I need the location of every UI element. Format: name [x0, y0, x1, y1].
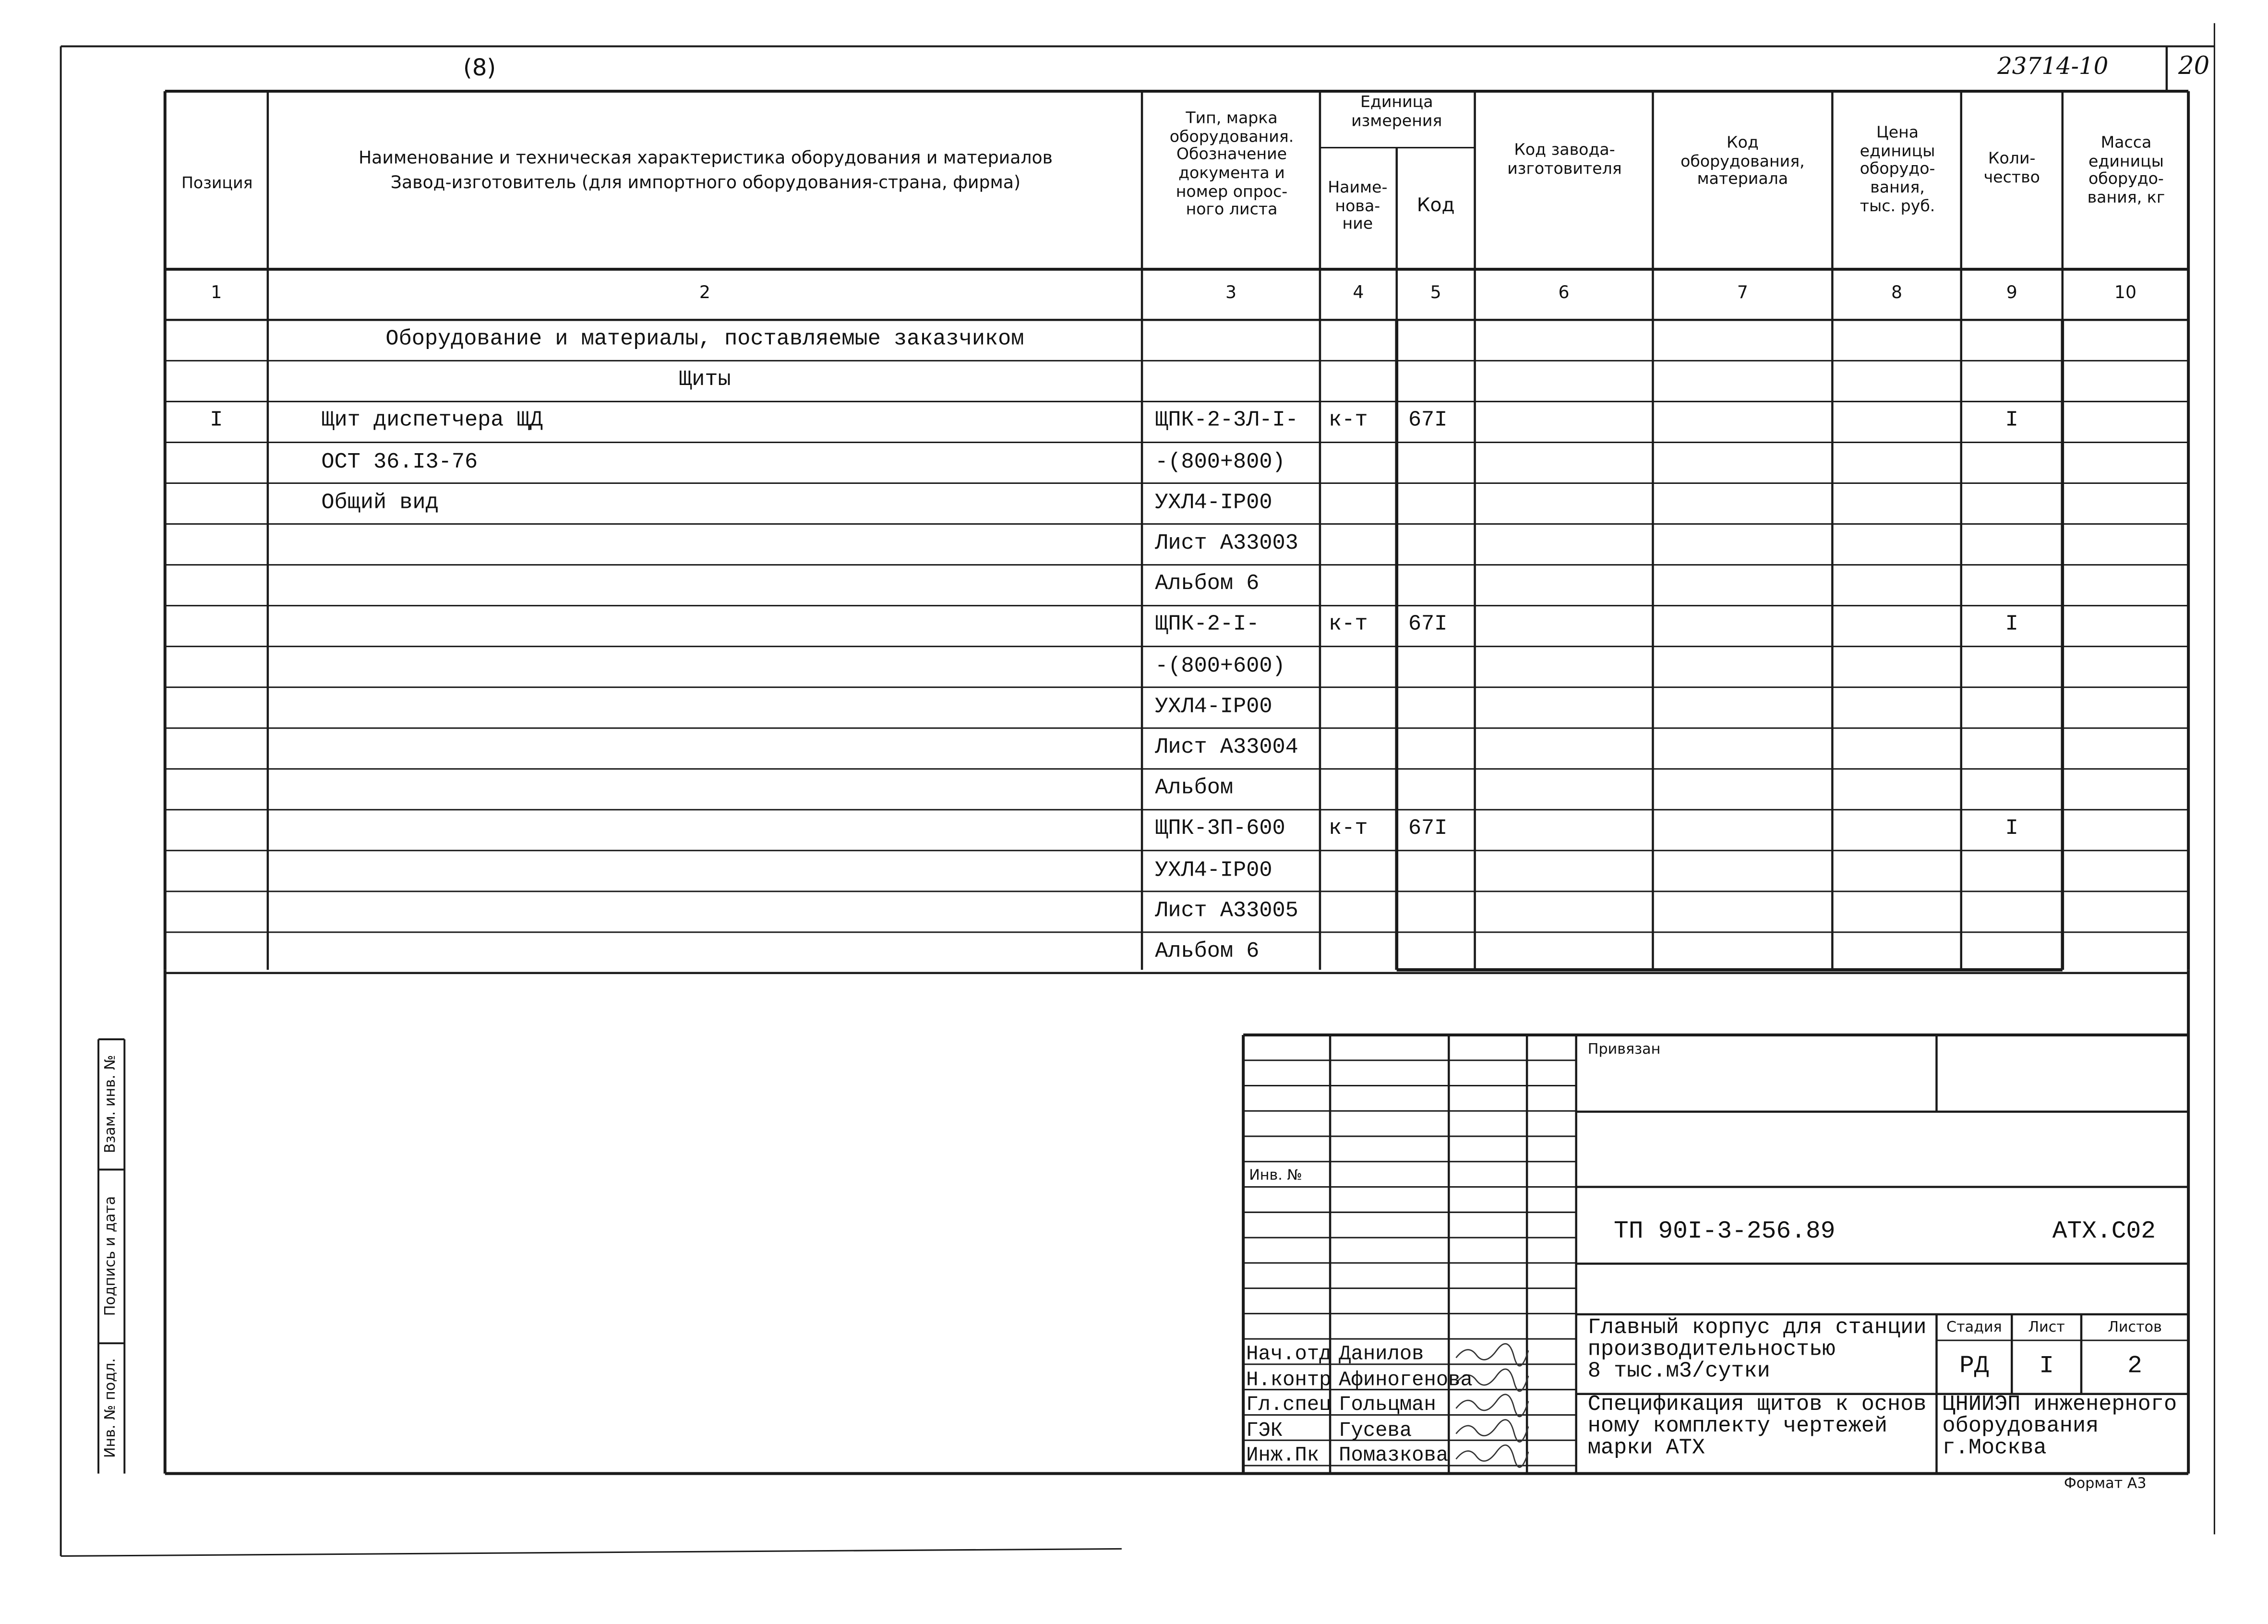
header-name-line1: Наименование и техническая характеристика оборудования и материалов	[358, 147, 1053, 168]
row-type: ЩПК-2-I-	[1155, 613, 1260, 638]
row-type: -(800+600)	[1155, 653, 1285, 678]
row-pos: I	[210, 409, 223, 433]
text-line: марки АТХ	[1587, 1436, 1705, 1461]
row-type: Альбом 6	[1155, 572, 1260, 597]
row-type: УХЛ4-IP00	[1155, 490, 1272, 515]
sheets-value: 2	[2127, 1353, 2142, 1381]
text-line: Спецификация щитов к основ	[1587, 1392, 1927, 1417]
text-line: изготовителя	[1507, 158, 1622, 178]
signer-name: Афиногенова	[1339, 1368, 1473, 1392]
signer-name: Гольцман	[1339, 1394, 1436, 1417]
text-line: Масса	[2100, 133, 2152, 152]
text-line: ние	[1342, 215, 1373, 234]
text-line: производительностью	[1587, 1337, 1836, 1362]
text-line: оборудования	[1942, 1414, 2099, 1439]
document-title	[1588, 1394, 1927, 1459]
text-line: вания, кг	[2087, 188, 2165, 207]
text-line: Наиме-	[1328, 178, 1388, 197]
header-mass	[2064, 134, 2188, 207]
row-code: 67I	[1408, 409, 1448, 433]
signature-scribble	[1456, 1445, 1528, 1467]
column-number: 2	[699, 282, 710, 303]
row-qty: I	[2005, 409, 2018, 433]
text-line: измерения	[1351, 111, 1442, 130]
sheet-number: 20	[2178, 52, 2210, 81]
text-line: ному комплекту чертежей	[1587, 1414, 1888, 1439]
text-line: Цена	[1876, 123, 1919, 142]
text-line: Тип, марка	[1186, 108, 1278, 128]
row-type: ЩПК-2-3Л-I-	[1155, 409, 1298, 433]
text-line: Единица	[1360, 92, 1433, 112]
row-type: ЩПК-3П-600	[1155, 817, 1285, 842]
text-line: Коли-	[1988, 149, 2036, 168]
column-number: 4	[1353, 282, 1364, 303]
header-unit-code: Код	[1416, 195, 1455, 217]
text-line: 8 тыс.м3/сутки	[1587, 1359, 1770, 1384]
text-line: Обозначение	[1176, 145, 1287, 164]
text-line: Главный корпус для станции	[1587, 1315, 1927, 1341]
header-price	[1835, 124, 1959, 216]
text-line: документа и	[1178, 163, 1285, 182]
text-line: вания,	[1870, 178, 1925, 197]
header-unit-group	[1320, 94, 1474, 131]
signer-role: Инж.Пк	[1246, 1444, 1320, 1468]
signature-scribble	[1456, 1420, 1528, 1442]
row-name: Оборудование и материалы, поставляемые заказчиком	[385, 327, 1024, 352]
signer-name: Данилов	[1339, 1343, 1424, 1367]
column-number: 8	[1891, 282, 1903, 303]
doc-mark: АТХ.С02	[2052, 1218, 2156, 1247]
row-unit: к-т	[1329, 613, 1368, 638]
text-line: нова-	[1335, 196, 1380, 216]
column-number: 1	[211, 282, 222, 303]
row-type: Альбом 6	[1155, 939, 1260, 964]
text-line: оборудо-	[1860, 159, 1935, 179]
row-qty: I	[2005, 613, 2018, 638]
row-type: -(800+800)	[1155, 449, 1285, 474]
row-name: Общий вид	[321, 490, 439, 515]
column-number: 10	[2114, 282, 2137, 303]
signer-name: Гусева	[1339, 1419, 1412, 1443]
row-qty: I	[2005, 817, 2018, 842]
row-type: УХЛ4-IP00	[1155, 857, 1272, 883]
header-unit-name	[1320, 180, 1395, 234]
signature-scribble	[1456, 1395, 1528, 1417]
column-number: 3	[1225, 282, 1237, 303]
signer-role: Н.контр	[1246, 1368, 1332, 1392]
inv-no-label: Инв. №	[1249, 1168, 1302, 1184]
signature-scribble	[1456, 1344, 1528, 1366]
privyazan-label: Привязан	[1587, 1042, 1661, 1059]
text-line: Код	[1727, 133, 1759, 152]
row-type: УХЛ4-IP00	[1155, 694, 1272, 719]
row-code: 67I	[1408, 613, 1448, 638]
text-line: чество	[1983, 167, 2040, 186]
row-code: 67I	[1408, 817, 1448, 842]
text-line: тыс. руб.	[1860, 196, 1935, 215]
stage-label: Стадия	[1946, 1320, 2002, 1336]
text-line: единицы	[2088, 151, 2164, 170]
side-stamp-label: Подпись и дата	[103, 1196, 120, 1316]
text-line: ного листа	[1186, 200, 1278, 219]
column-number: 9	[2006, 282, 2017, 303]
row-type: Лист А33003	[1155, 531, 1298, 556]
header-name-line2: Завод-изготовитель (для импортного оборудования-страна, фирма)	[390, 172, 1021, 193]
column-number: 6	[1558, 282, 1570, 303]
doc-code: ТП 90I-3-256.89	[1614, 1218, 1836, 1247]
side-stamp-label: Взам. инв. №	[103, 1055, 120, 1154]
grid-line	[61, 1549, 1122, 1556]
signer-role: Нач.отд	[1246, 1343, 1332, 1367]
row-unit: к-т	[1329, 817, 1368, 842]
row-unit: к-т	[1329, 409, 1368, 433]
column-number: 5	[1430, 282, 1441, 303]
row-name: Щит диспетчера ЩД	[321, 409, 543, 433]
row-name: Щиты	[679, 368, 731, 393]
object-title	[1588, 1317, 1927, 1383]
row-name: ОСТ 36.I3-76	[321, 449, 478, 474]
row-type: Лист А33004	[1155, 735, 1298, 760]
side-stamp-label: Инв. № подл.	[103, 1358, 120, 1458]
signer-role: ГЭК	[1246, 1419, 1283, 1443]
text-line: ЦНИИЭП инженерного	[1942, 1392, 2177, 1417]
row-type: Лист А33005	[1155, 898, 1298, 924]
signer-role: Гл.спец	[1246, 1394, 1332, 1417]
sheet-label: Лист	[2028, 1320, 2065, 1336]
text-line: г.Москва	[1942, 1436, 2047, 1461]
column-number: 7	[1737, 282, 1748, 303]
row-type: Альбом	[1155, 776, 1234, 801]
organization	[1943, 1394, 2177, 1459]
header-equipment-code	[1654, 134, 1831, 189]
doc-handwritten-number: 23714-10	[1997, 52, 2109, 80]
header-quantity	[1963, 151, 2061, 187]
text-line: оборудо-	[2088, 169, 2164, 189]
header-type	[1143, 110, 1320, 220]
text-line: номер опрос-	[1176, 181, 1288, 201]
stage-value: РД	[1959, 1353, 1989, 1381]
header-position: Позиция	[181, 173, 253, 193]
sheets-label: Листов	[2108, 1320, 2162, 1336]
header-factory-code	[1476, 142, 1653, 178]
text-line: материала	[1697, 169, 1788, 189]
text-line: Код завода-	[1514, 140, 1615, 159]
signer-name: Помазкова	[1339, 1444, 1449, 1468]
sheet-value: I	[2039, 1353, 2054, 1381]
text-line: единицы	[1860, 141, 1935, 160]
format-label: Формат А3	[2064, 1476, 2147, 1492]
text-line: оборудования,	[1680, 151, 1805, 170]
text-line: оборудования.	[1169, 127, 1294, 146]
page-label: (8)	[463, 53, 496, 81]
